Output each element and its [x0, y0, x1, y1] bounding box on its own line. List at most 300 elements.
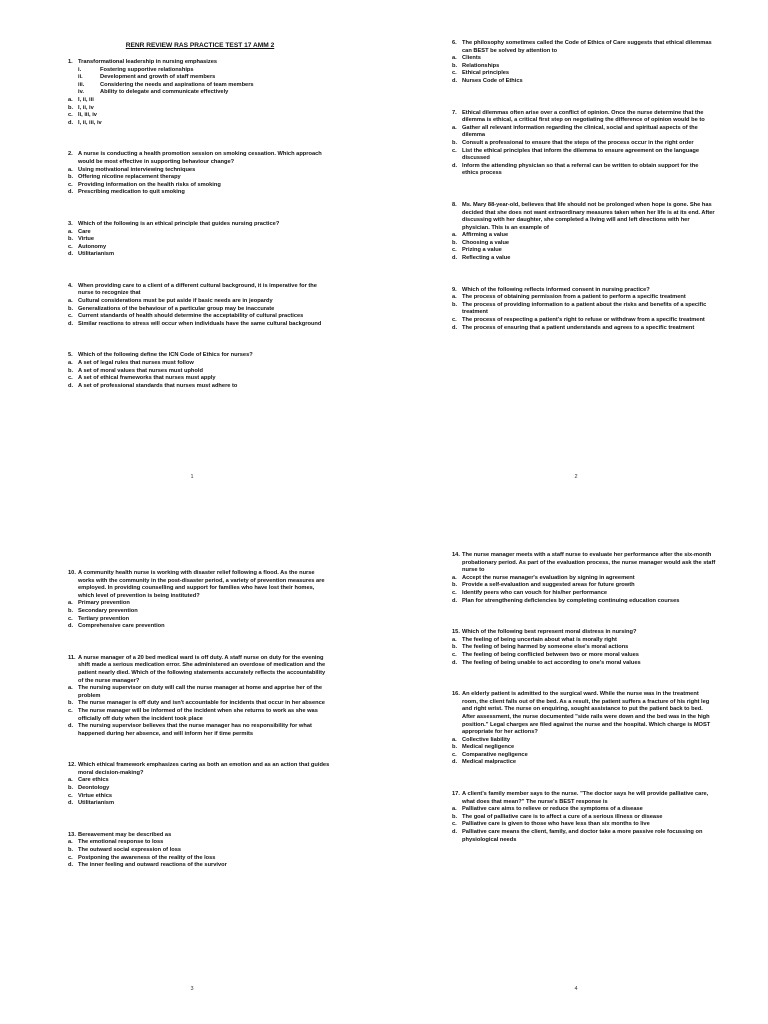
answer-option: [68, 793, 332, 801]
option-text: The nurse manager is off duty and isn't accountable for incidents that occur in her absence: [78, 700, 325, 707]
option-letter: c.: [452, 821, 457, 828]
sub-item-numeral: i.: [78, 66, 82, 73]
option-letter: d.: [452, 597, 458, 604]
answer-option: [68, 375, 332, 383]
option-letter: b.: [68, 305, 74, 312]
answer-option: [452, 575, 716, 583]
answer-option: [452, 317, 716, 325]
question-stem: [452, 629, 716, 637]
option-text: The feeling of being harmed by someone else's moral actions: [462, 644, 629, 651]
answer-option: [452, 644, 716, 652]
option-text: Reflecting a value: [462, 255, 511, 262]
option-text: Provide a self-evaluation and suggested areas for future growth: [462, 582, 635, 589]
answer-option: [68, 839, 332, 847]
answer-option: [68, 862, 332, 870]
option-text: Gather all relevant information regarding the clinical, social and spiritual aspects of the dilemma: [462, 124, 698, 139]
option-text: Utilitarianism: [78, 251, 115, 258]
question-stem: [68, 151, 332, 166]
option-letter: d.: [452, 324, 458, 331]
answer-option: [452, 163, 716, 178]
question-list: [452, 552, 716, 844]
option-letter: c.: [68, 313, 73, 320]
option-letter: d.: [68, 189, 74, 196]
option-letter: d.: [68, 800, 74, 807]
option-letter: c.: [68, 243, 73, 250]
option-text: Relationships: [462, 62, 500, 69]
sub-item-numeral: iii.: [78, 81, 85, 88]
answer-option: [68, 251, 332, 259]
option-letter: c.: [452, 317, 457, 324]
option-letter: d.: [68, 862, 74, 869]
answer-option: [68, 855, 332, 863]
answer-option: [68, 167, 332, 175]
option-letter: c.: [452, 70, 457, 77]
option-letter: b.: [68, 607, 74, 614]
sub-item: [68, 74, 332, 82]
option-text: The feeling of being uncertain about what is morally right: [462, 636, 617, 643]
option-letter: b.: [68, 700, 74, 707]
option-text: Current standards of health should determine the acceptability of cultural practices: [78, 313, 304, 320]
question-text: When providing care to a client of a different cultural background, it is imperative for the nurse to recognize that: [78, 282, 317, 297]
option-text: The feeling of being conflicted between two or more moral values: [462, 651, 639, 658]
option-text: Prizing a value: [462, 247, 502, 254]
question: [68, 570, 332, 631]
question: [452, 691, 716, 767]
option-text: Nurses Code of Ethics: [462, 77, 523, 84]
option-letter: b.: [68, 174, 74, 181]
question-text: The philosophy sometimes called the Code of Ethics of Care suggests that ethical dilemmas can BEST be solved by attention to: [462, 40, 712, 54]
question-text: Which of the following is an ethical principle that guides nursing practice?: [78, 220, 280, 227]
question-number: 12.: [68, 762, 76, 769]
option-letter: d.: [452, 659, 458, 666]
option-letter: a.: [452, 736, 457, 743]
answer-option: [68, 189, 332, 197]
page-4: [384, 512, 768, 1024]
option-letter: a.: [68, 685, 73, 692]
page-number: 2: [574, 474, 578, 480]
answer-option: [68, 97, 332, 105]
option-text: Deontology: [78, 785, 110, 792]
answer-option: [68, 685, 332, 700]
answer-option: [452, 255, 716, 263]
question-stem: [68, 832, 332, 840]
question-stem: [452, 791, 716, 806]
question-stem: [68, 762, 332, 777]
answer-option: [452, 806, 716, 814]
question-text: Which ethical framework emphasizes caring as both an emotion and as an action that guides moral decision-making?: [78, 762, 330, 776]
option-letter: b.: [452, 139, 458, 146]
answer-option: [68, 306, 332, 314]
sub-item-text: Development and growth of staff members: [100, 74, 216, 81]
answer-option: [68, 708, 332, 723]
option-text: A set of ethical frameworks that nurses must apply: [78, 375, 216, 382]
option-letter: a.: [68, 600, 73, 607]
question: [452, 40, 716, 86]
answer-option: [68, 800, 332, 808]
option-text: Utilitarianism: [78, 800, 115, 807]
question: [68, 352, 332, 390]
answer-option: [452, 759, 716, 767]
question: [452, 110, 716, 178]
question-number: 11.: [68, 654, 76, 661]
option-letter: a.: [68, 228, 73, 235]
option-letter: d.: [452, 162, 458, 169]
option-text: Autonomy: [78, 243, 107, 250]
question-stem: [68, 352, 332, 360]
answer-option: [452, 752, 716, 760]
option-text: The nurse manager will be informed of the incident when she returns to work as she was officially off duty when the incident took place: [78, 707, 318, 722]
question: [68, 283, 332, 329]
sub-item-text: Considering the needs and aspirations of team members: [100, 81, 254, 88]
answer-option: [68, 623, 332, 631]
option-text: Providing information on the health risks of smoking: [78, 181, 221, 188]
option-letter: b.: [452, 744, 458, 751]
answer-option: [68, 244, 332, 252]
answer-option: [68, 105, 332, 113]
question-number: 10.: [68, 570, 76, 576]
option-letter: b.: [452, 813, 458, 820]
option-text: Collective liability: [462, 736, 511, 743]
option-text: Consult a professional to ensure that the steps of the process occur in the right order: [462, 139, 694, 146]
answer-option: [68, 321, 332, 329]
answer-option: [452, 829, 716, 844]
question-stem: [68, 221, 332, 229]
option-letter: b.: [68, 236, 74, 243]
question-text: A nurse is conducting a health promotion session on smoking cessation. Which approach would be most effective in supporting behaviour change?: [78, 151, 322, 165]
option-text: Care: [78, 228, 91, 235]
option-letter: b.: [452, 582, 458, 589]
question-text: The nurse manager meets with a staff nurse to evaluate her performance after the six-month probationary period. As part of the evaluation process, the nurse manager would ask the staff nurse to: [462, 552, 716, 574]
question-stem: [68, 570, 332, 600]
question-number: 3.: [68, 220, 73, 227]
option-letter: d.: [452, 255, 458, 262]
answer-option: [68, 608, 332, 616]
option-text: I, ii, iv: [78, 104, 94, 111]
option-text: The process of obtaining permission from a patient to perform a specific treatment: [462, 294, 686, 301]
option-letter: d.: [68, 623, 74, 630]
question-stem: [452, 552, 716, 575]
page-4-content: [452, 552, 716, 868]
option-letter: c.: [452, 751, 457, 758]
option-text: Accept the nurse manager's evaluation by signing in agreement: [462, 574, 635, 581]
question-text: A client's family member says to the nurse. "The doctor says he will provide palliative care, what does that mean?" The nurse's BEST response is: [462, 791, 709, 805]
option-text: Clients: [462, 55, 481, 62]
option-letter: b.: [68, 104, 74, 111]
option-text: Similar reactions to stress will occur when individuals have the same cultural background: [78, 320, 322, 327]
option-text: Plan for strengthening deficiencies by completing continuing education courses: [462, 597, 680, 604]
sub-item-numeral: ii.: [78, 74, 83, 81]
answer-option: [452, 240, 716, 248]
question-number: 2.: [68, 151, 73, 158]
option-text: Palliative care means the client, family, and doctor take a more passive role focussing on physiological needs: [462, 829, 703, 843]
answer-option: [68, 174, 332, 182]
page-2-content: [452, 40, 716, 356]
answer-option: [68, 313, 332, 321]
sub-item: [68, 82, 332, 90]
option-text: The emotional response to loss: [78, 839, 164, 846]
option-text: I, ii, iii, iv: [78, 119, 102, 126]
answer-option: [452, 232, 716, 240]
answer-option: [68, 182, 332, 190]
question-text: Transformational leadership in nursing emphasizes: [78, 59, 218, 65]
option-text: I, ii, iii: [78, 96, 94, 103]
question-number: 7.: [452, 109, 457, 116]
option-letter: d.: [68, 320, 74, 327]
option-text: Primary prevention: [78, 600, 130, 607]
page-number: 4: [574, 986, 578, 992]
option-text: Medical malpractice: [462, 759, 517, 766]
option-text: Identify peers who can vouch for his/her performance: [462, 589, 608, 596]
option-letter: d.: [452, 77, 458, 84]
option-letter: c.: [68, 854, 73, 861]
answer-option: [452, 140, 716, 148]
answer-option: [452, 582, 716, 590]
page-number: 3: [190, 986, 194, 992]
option-letter: c.: [68, 375, 73, 382]
question-text: Ms. Mary 88-year-old, believes that life should not be prolonged when hope is gone. She has decided that she does not want extraordinary measures taken when her life is at its end. After discussing with her daughter, she completed a living will and left directions with her physician. This is an example of: [462, 201, 715, 231]
answer-option: [452, 637, 716, 645]
option-text: Prescribing medication to quit smoking: [78, 189, 185, 196]
option-letter: a.: [68, 839, 73, 846]
option-letter: a.: [452, 294, 457, 301]
question: [452, 287, 716, 333]
option-letter: a.: [68, 166, 73, 173]
answer-option: [452, 148, 716, 163]
option-letter: c.: [68, 615, 73, 622]
question: [68, 832, 332, 870]
option-letter: c.: [68, 181, 73, 188]
option-letter: b.: [452, 301, 458, 308]
option-letter: a.: [68, 96, 73, 103]
option-letter: a.: [452, 55, 457, 62]
answer-option: [68, 616, 332, 624]
option-text: The process of ensuring that a patient understands and agrees to a specific treatment: [462, 324, 695, 331]
answer-option: [452, 814, 716, 822]
option-letter: b.: [68, 847, 74, 854]
document-title: RENR REVIEW RAS PRACTICE TEST 17 AMM 2: [125, 42, 275, 49]
option-text: Care ethics: [78, 777, 109, 784]
sub-item-text: Fostering supportive relationships: [100, 66, 194, 73]
answer-option: [452, 78, 716, 86]
answer-option: [452, 737, 716, 745]
question: [452, 629, 716, 667]
question-text: A nurse manager of a 20 bed medical ward is off duty. A staff nurse on duty for the evening shift made a serious medication error. She administered an overdose of medication and the patient nearly died. Which of the following statements accurately reflects the accountability of the nurse manager?: [78, 654, 326, 684]
question-stem: [452, 110, 716, 125]
question: [452, 791, 716, 844]
option-letter: c.: [452, 147, 457, 154]
sub-item-numeral: iv.: [78, 89, 84, 96]
question-text: Which of the following best represent moral distress in nursing?: [462, 629, 637, 636]
answer-option: [452, 590, 716, 598]
answer-option: [68, 383, 332, 391]
option-letter: b.: [452, 239, 458, 246]
question-text: Ethical dilemmas often arise over a conflict of opinion. Once the nurse determine that the dilemma is ethical, a critical first step on negotiating the difference of opinion would be to: [462, 109, 705, 124]
option-text: The goal of palliative care is to affect a cure of a serious illness or disease: [462, 813, 663, 820]
question: [68, 221, 332, 259]
option-letter: b.: [68, 785, 74, 792]
question-stem: [68, 283, 332, 298]
option-text: Comparative negligence: [462, 751, 528, 758]
option-text: Comprehensive care prevention: [78, 623, 165, 630]
option-text: Using motivational interviewing techniques: [78, 166, 196, 173]
option-text: Virtue ethics: [78, 792, 113, 799]
answer-option: [452, 55, 716, 63]
answer-option: [452, 325, 716, 333]
question-stem: [452, 287, 716, 295]
option-text: Medical negligence: [462, 744, 515, 751]
option-text: The process of providing information to a patient about the risks and benefits of a specific treatment: [462, 301, 707, 316]
option-letter: c.: [68, 792, 73, 799]
question-number: 6.: [452, 40, 457, 46]
option-text: The inner feeling and outward reactions of the survivor: [78, 862, 227, 869]
question: [68, 655, 332, 739]
option-letter: d.: [68, 723, 74, 730]
option-letter: a.: [452, 806, 457, 813]
question-text: Which of the following define the ICN Code of Ethics for nurses?: [78, 352, 253, 359]
option-text: Cultural considerations must be put aside if basic needs are in jeopardy: [78, 298, 273, 305]
question-number: 5.: [68, 352, 73, 359]
answer-option: [452, 63, 716, 71]
question-number: 4.: [68, 282, 73, 289]
option-text: Virtue: [78, 236, 95, 243]
option-text: Offering nicotine replacement therapy: [78, 174, 181, 181]
answer-option: [68, 700, 332, 708]
answer-option: [452, 744, 716, 752]
answer-option: [452, 125, 716, 140]
option-text: Ethical principles: [462, 70, 510, 77]
option-letter: a.: [68, 298, 73, 305]
question: [68, 151, 332, 197]
question-number: 14.: [452, 552, 460, 558]
answer-option: [68, 785, 332, 793]
option-letter: b.: [452, 62, 458, 69]
answer-option: [68, 298, 332, 306]
option-text: Palliative care is given to those who have less than six months to live: [462, 821, 650, 828]
option-text: Generalizations of the behaviour of a particular group may be inaccurate: [78, 305, 275, 312]
question-stem: [452, 40, 716, 55]
sub-item: [68, 67, 332, 75]
answer-option: [68, 847, 332, 855]
question-list: [68, 570, 332, 870]
option-letter: a.: [452, 232, 457, 239]
answer-option: [452, 70, 716, 78]
answer-option: [452, 652, 716, 660]
option-text: Palliative care aims to relieve or reduce the symptoms of a disease: [462, 806, 643, 813]
option-text: A set of legal rules that nurses must follow: [78, 360, 194, 367]
option-text: Ii, iii, iv: [78, 112, 97, 119]
option-letter: a.: [452, 124, 457, 131]
page-2: [384, 0, 768, 512]
option-text: Choosing a value: [462, 239, 510, 246]
option-letter: c.: [68, 112, 73, 119]
question: [68, 59, 332, 127]
answer-option: [68, 777, 332, 785]
question-text: Which of the following reflects informed consent in nursing practice?: [462, 286, 650, 293]
page-3: [0, 512, 384, 1024]
option-letter: c.: [68, 707, 73, 714]
question-number: 8.: [452, 201, 457, 208]
option-text: The feeling of being unable to act according to one's moral values: [462, 659, 641, 666]
answer-option: [68, 229, 332, 237]
answer-option: [452, 294, 716, 302]
option-text: Inform the attending physician so that a referral can be written to obtain support for the ethics process: [462, 162, 699, 177]
option-text: The process of respecting a patient's right to refuse or withdraw from a specific treatment: [462, 317, 705, 324]
option-letter: d.: [68, 382, 74, 389]
question-number: 17.: [452, 791, 460, 798]
page-1-content: [68, 40, 332, 414]
question-stem: [452, 202, 716, 232]
question-number: 15.: [452, 629, 460, 636]
question-list: [68, 59, 332, 390]
option-letter: d.: [68, 251, 74, 258]
option-text: Postponing the awareness of the reality of the loss: [78, 854, 216, 861]
option-text: The outward social expression of loss: [78, 847, 182, 854]
option-text: List the ethical principles that inform the dilemma to ensure agreement on the language discussed: [462, 147, 700, 162]
question-stem: [68, 59, 332, 67]
answer-option: [68, 112, 332, 120]
question: [68, 762, 332, 808]
question-text: A community health nurse is working with disaster relief following a flood. As the nurse works with the community in the post-disaster period, a variety of prevention measures are employed. In providing counselling and support for families who have lost their homes, which level of prevention is being instituted?: [78, 570, 325, 599]
option-letter: a.: [452, 636, 457, 643]
answer-option: [452, 247, 716, 255]
answer-option: [68, 368, 332, 376]
sub-item: [68, 89, 332, 97]
option-text: A set of moral values that nurses must uphold: [78, 367, 203, 374]
option-text: The nursing supervisor on duty will call the nurse manager at home and apprise her of the problem: [78, 685, 322, 699]
option-text: The nursing supervisor believes that the nurse manager has no responsibility for what happened during her absence, and will inform her if time permits: [78, 723, 312, 737]
option-text: Tertiary prevention: [78, 615, 130, 622]
question-number: 1.: [68, 59, 73, 65]
option-letter: b.: [452, 644, 458, 651]
answer-option: [452, 598, 716, 606]
question-number: 13.: [68, 831, 76, 838]
answer-option: [68, 600, 332, 608]
sub-item-text: Ability to delegate and communicate effectively: [100, 89, 229, 96]
option-letter: a.: [68, 777, 73, 784]
answer-option: [68, 120, 332, 128]
question-stem: [68, 655, 332, 685]
option-letter: c.: [452, 247, 457, 254]
option-text: A set of professional standards that nurses must adhere to: [78, 382, 238, 389]
page-1: [0, 0, 384, 512]
option-letter: b.: [68, 367, 74, 374]
question-text: Bereavement may be described as: [78, 831, 172, 838]
page-3-content: [68, 570, 332, 894]
option-letter: d.: [452, 759, 458, 766]
option-text: Affirming a value: [462, 232, 509, 239]
question-list: [452, 40, 716, 332]
question-number: 16.: [452, 691, 460, 698]
option-letter: d.: [452, 829, 458, 836]
question-number: 9.: [452, 286, 457, 293]
option-text: Secondary prevention: [78, 607, 138, 614]
option-letter: c.: [452, 651, 457, 658]
question: [452, 202, 716, 263]
option-letter: d.: [68, 119, 74, 126]
answer-option: [68, 360, 332, 368]
answer-option: [68, 723, 332, 738]
answer-option: [452, 302, 716, 317]
option-letter: c.: [452, 589, 457, 596]
answer-option: [452, 660, 716, 668]
answer-option: [452, 821, 716, 829]
option-letter: a.: [452, 574, 457, 581]
page-number: 1: [190, 474, 194, 480]
answer-option: [68, 236, 332, 244]
question: [452, 552, 716, 605]
option-letter: a.: [68, 360, 73, 367]
question-stem: [452, 691, 716, 737]
